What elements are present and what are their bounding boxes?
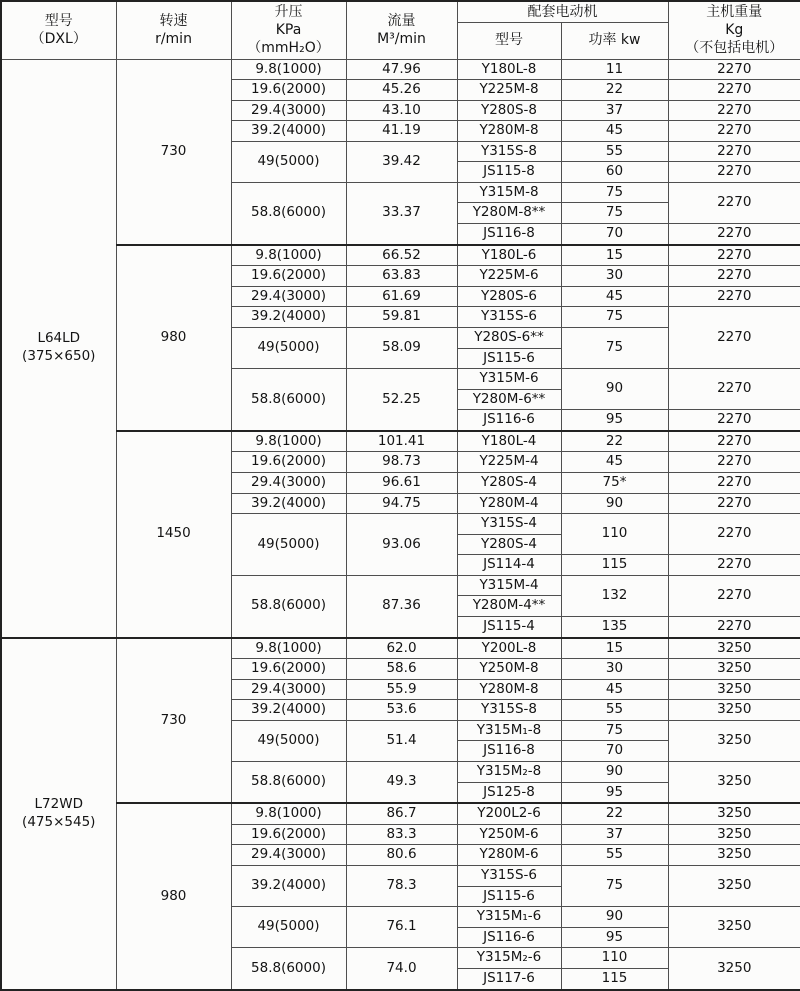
flow-cell: 55.9 bbox=[346, 679, 457, 700]
table-header bbox=[1, 1, 800, 59]
power-cell: 55 bbox=[561, 845, 668, 866]
power-cell: 75 bbox=[561, 307, 668, 328]
weight-cell: 3250 bbox=[668, 720, 800, 761]
flow-cell: 47.96 bbox=[346, 59, 457, 80]
pressure-cell: 39.2(4000) bbox=[231, 121, 346, 142]
flow-cell: 86.7 bbox=[346, 803, 457, 824]
pressure-cell: 49(5000) bbox=[231, 327, 346, 368]
motor-cell: JS117-6 bbox=[457, 968, 561, 990]
weight-cell: 2270 bbox=[668, 555, 800, 576]
power-cell: 90 bbox=[561, 907, 668, 928]
pressure-cell: 29.4(3000) bbox=[231, 845, 346, 866]
flow-cell: 76.1 bbox=[346, 907, 457, 948]
header-pressure-line3: （mmH₂O） bbox=[247, 40, 330, 57]
header-pressure-line1: 升压 bbox=[274, 3, 303, 20]
motor-cell: Y280M-8 bbox=[457, 679, 561, 700]
pressure-cell: 19.6(2000) bbox=[231, 452, 346, 473]
pressure-cell: 39.2(4000) bbox=[231, 700, 346, 721]
flow-cell: 63.83 bbox=[346, 266, 457, 287]
weight-cell: 2270 bbox=[668, 224, 800, 245]
power-cell: 75* bbox=[561, 473, 668, 494]
power-cell: 75 bbox=[561, 203, 668, 224]
pressure-cell: 29.4(3000) bbox=[231, 100, 346, 121]
weight-cell: 3250 bbox=[668, 679, 800, 700]
motor-cell: Y280S-6 bbox=[457, 286, 561, 307]
motor-cell: Y200L2-6 bbox=[457, 803, 561, 824]
table-row bbox=[1, 431, 800, 452]
pressure-cell: 58.8(6000) bbox=[231, 762, 346, 804]
power-cell: 37 bbox=[561, 100, 668, 121]
weight-cell: 2270 bbox=[668, 182, 800, 223]
motor-cell: Y250M-6 bbox=[457, 824, 561, 845]
model-cell: L64LD (375×650) bbox=[1, 59, 116, 638]
weight-cell: 2270 bbox=[668, 266, 800, 287]
weight-cell: 2270 bbox=[668, 100, 800, 121]
header-speed-line2: r/min bbox=[155, 31, 192, 48]
table-body bbox=[1, 59, 800, 990]
power-cell: 55 bbox=[561, 700, 668, 721]
power-cell: 30 bbox=[561, 659, 668, 680]
flow-cell: 94.75 bbox=[346, 493, 457, 514]
header-model-line1: 型号 bbox=[44, 13, 73, 30]
flow-cell: 66.52 bbox=[346, 245, 457, 266]
motor-cell: Y315M-8 bbox=[457, 182, 561, 203]
pressure-cell: 58.8(6000) bbox=[231, 182, 346, 244]
weight-cell: 2270 bbox=[668, 162, 800, 183]
power-cell: 45 bbox=[561, 452, 668, 473]
pressure-cell: 39.2(4000) bbox=[231, 493, 346, 514]
weight-cell: 2270 bbox=[668, 121, 800, 142]
flow-cell: 61.69 bbox=[346, 286, 457, 307]
motor-cell: Y315M₁-6 bbox=[457, 907, 561, 928]
header-speed bbox=[116, 1, 231, 59]
speed-cell: 730 bbox=[116, 638, 231, 804]
motor-cell: Y225M-8 bbox=[457, 80, 561, 101]
motor-cell: Y315S-6 bbox=[457, 307, 561, 328]
weight-cell: 2270 bbox=[668, 245, 800, 266]
weight-cell: 2270 bbox=[668, 307, 800, 369]
motor-cell: Y225M-6 bbox=[457, 266, 561, 287]
weight-cell: 2270 bbox=[668, 59, 800, 80]
motor-cell: JS115-8 bbox=[457, 162, 561, 183]
speed-cell: 1450 bbox=[116, 431, 231, 638]
pressure-cell: 39.2(4000) bbox=[231, 865, 346, 906]
header-motor-power: 功率 kw bbox=[561, 22, 668, 59]
flow-cell: 74.0 bbox=[346, 948, 457, 990]
motor-cell: Y225M-4 bbox=[457, 452, 561, 473]
weight-cell: 3250 bbox=[668, 845, 800, 866]
pressure-cell: 29.4(3000) bbox=[231, 473, 346, 494]
motor-cell: Y315M₁-8 bbox=[457, 720, 561, 741]
pressure-cell: 19.6(2000) bbox=[231, 659, 346, 680]
motor-cell: Y280S-4 bbox=[457, 534, 561, 555]
flow-cell: 78.3 bbox=[346, 865, 457, 906]
weight-cell: 2270 bbox=[668, 431, 800, 452]
motor-cell: Y280S-8 bbox=[457, 100, 561, 121]
header-weight bbox=[668, 1, 800, 59]
header-model-line2: （DXL） bbox=[30, 31, 87, 48]
power-cell: 135 bbox=[561, 616, 668, 637]
flow-cell: 101.41 bbox=[346, 431, 457, 452]
power-cell: 110 bbox=[561, 514, 668, 555]
power-cell: 15 bbox=[561, 245, 668, 266]
header-flow bbox=[346, 1, 457, 59]
header-model bbox=[1, 1, 116, 59]
motor-cell: Y180L-8 bbox=[457, 59, 561, 80]
flow-cell: 51.4 bbox=[346, 720, 457, 761]
weight-cell: 3250 bbox=[668, 762, 800, 804]
motor-cell: JS116-6 bbox=[457, 927, 561, 948]
pressure-cell: 9.8(1000) bbox=[231, 59, 346, 80]
header-pressure-line2: KPa bbox=[275, 22, 302, 39]
motor-cell: Y280M-4** bbox=[457, 596, 561, 617]
motor-cell: Y315M-6 bbox=[457, 369, 561, 390]
speed-cell: 980 bbox=[116, 245, 231, 431]
power-cell: 115 bbox=[561, 555, 668, 576]
header-flow-line2: M³/min bbox=[377, 31, 426, 48]
pressure-cell: 49(5000) bbox=[231, 907, 346, 948]
motor-cell: JS125-8 bbox=[457, 782, 561, 803]
power-cell: 90 bbox=[561, 762, 668, 783]
flow-cell: 80.6 bbox=[346, 845, 457, 866]
motor-cell: JS116-6 bbox=[457, 410, 561, 431]
power-cell: 55 bbox=[561, 141, 668, 162]
power-cell: 90 bbox=[561, 369, 668, 410]
header-pressure bbox=[231, 1, 346, 59]
motor-cell: JS114-4 bbox=[457, 555, 561, 576]
motor-cell: Y280M-6 bbox=[457, 845, 561, 866]
pressure-cell: 29.4(3000) bbox=[231, 679, 346, 700]
flow-cell: 96.61 bbox=[346, 473, 457, 494]
power-cell: 15 bbox=[561, 638, 668, 659]
pressure-cell: 19.6(2000) bbox=[231, 824, 346, 845]
weight-cell: 3250 bbox=[668, 865, 800, 906]
flow-cell: 83.3 bbox=[346, 824, 457, 845]
power-cell: 37 bbox=[561, 824, 668, 845]
pressure-cell: 49(5000) bbox=[231, 514, 346, 576]
pressure-cell: 29.4(3000) bbox=[231, 286, 346, 307]
power-cell: 75 bbox=[561, 327, 668, 368]
flow-cell: 53.6 bbox=[346, 700, 457, 721]
weight-cell: 2270 bbox=[668, 410, 800, 431]
weight-cell: 2270 bbox=[668, 369, 800, 410]
motor-cell: Y280M-4 bbox=[457, 493, 561, 514]
motor-cell: Y180L-6 bbox=[457, 245, 561, 266]
pressure-cell: 49(5000) bbox=[231, 141, 346, 182]
weight-cell: 2270 bbox=[668, 616, 800, 637]
power-cell: 90 bbox=[561, 493, 668, 514]
weight-cell: 2270 bbox=[668, 493, 800, 514]
header-speed-line1: 转速 bbox=[159, 13, 188, 30]
table-row bbox=[1, 59, 800, 80]
motor-cell: Y315S-6 bbox=[457, 865, 561, 886]
weight-cell: 2270 bbox=[668, 141, 800, 162]
motor-cell: JS116-8 bbox=[457, 224, 561, 245]
model-cell: L72WD (475×545) bbox=[1, 638, 116, 990]
power-cell: 70 bbox=[561, 224, 668, 245]
speed-cell: 980 bbox=[116, 803, 231, 990]
header-motor-model: 型号 bbox=[457, 22, 561, 59]
power-cell: 75 bbox=[561, 865, 668, 906]
header-weight-line2: Kg bbox=[725, 22, 744, 39]
power-cell: 45 bbox=[561, 286, 668, 307]
table-row bbox=[1, 638, 800, 659]
power-cell: 132 bbox=[561, 575, 668, 616]
weight-cell: 2270 bbox=[668, 80, 800, 101]
pressure-cell: 19.6(2000) bbox=[231, 266, 346, 287]
weight-cell: 3250 bbox=[668, 700, 800, 721]
pressure-cell: 9.8(1000) bbox=[231, 638, 346, 659]
power-cell: 75 bbox=[561, 182, 668, 203]
motor-cell: JS115-6 bbox=[457, 348, 561, 369]
flow-cell: 45.26 bbox=[346, 80, 457, 101]
motor-cell: Y315M₂-8 bbox=[457, 762, 561, 783]
motor-cell: Y315M₂-6 bbox=[457, 948, 561, 969]
motor-cell: Y250M-8 bbox=[457, 659, 561, 680]
motor-cell: Y280M-6** bbox=[457, 389, 561, 410]
power-cell: 95 bbox=[561, 410, 668, 431]
power-cell: 95 bbox=[561, 927, 668, 948]
motor-cell: Y280M-8** bbox=[457, 203, 561, 224]
flow-cell: 58.6 bbox=[346, 659, 457, 680]
pressure-cell: 58.8(6000) bbox=[231, 575, 346, 637]
header-weight-line1: 主机重量 bbox=[706, 3, 763, 20]
power-cell: 110 bbox=[561, 948, 668, 969]
table-row bbox=[1, 803, 800, 824]
motor-cell: Y280S-4 bbox=[457, 473, 561, 494]
pressure-cell: 39.2(4000) bbox=[231, 307, 346, 328]
flow-cell: 33.37 bbox=[346, 182, 457, 244]
flow-cell: 59.81 bbox=[346, 307, 457, 328]
motor-cell: JS116-8 bbox=[457, 741, 561, 762]
weight-cell: 2270 bbox=[668, 286, 800, 307]
power-cell: 95 bbox=[561, 782, 668, 803]
pressure-cell: 19.6(2000) bbox=[231, 80, 346, 101]
speed-cell: 730 bbox=[116, 59, 231, 245]
power-cell: 70 bbox=[561, 741, 668, 762]
motor-cell: Y180L-4 bbox=[457, 431, 561, 452]
weight-cell: 3250 bbox=[668, 948, 800, 990]
pressure-cell: 49(5000) bbox=[231, 720, 346, 761]
pressure-cell: 9.8(1000) bbox=[231, 431, 346, 452]
motor-cell: Y315S-8 bbox=[457, 141, 561, 162]
weight-cell: 2270 bbox=[668, 514, 800, 555]
power-cell: 22 bbox=[561, 80, 668, 101]
flow-cell: 52.25 bbox=[346, 369, 457, 431]
flow-cell: 39.42 bbox=[346, 141, 457, 182]
motor-cell: Y315M-4 bbox=[457, 575, 561, 596]
weight-cell: 3250 bbox=[668, 638, 800, 659]
weight-cell: 3250 bbox=[668, 659, 800, 680]
flow-cell: 93.06 bbox=[346, 514, 457, 576]
flow-cell: 49.3 bbox=[346, 762, 457, 804]
flow-cell: 98.73 bbox=[346, 452, 457, 473]
motor-cell: Y280M-8 bbox=[457, 121, 561, 142]
motor-cell: Y315S-8 bbox=[457, 700, 561, 721]
flow-cell: 62.0 bbox=[346, 638, 457, 659]
power-cell: 115 bbox=[561, 968, 668, 990]
pressure-cell: 58.8(6000) bbox=[231, 948, 346, 990]
weight-cell: 2270 bbox=[668, 452, 800, 473]
weight-cell: 3250 bbox=[668, 803, 800, 824]
power-cell: 45 bbox=[561, 121, 668, 142]
power-cell: 22 bbox=[561, 803, 668, 824]
pressure-cell: 9.8(1000) bbox=[231, 803, 346, 824]
motor-cell: Y280S-6** bbox=[457, 327, 561, 348]
header-motor-group: 配套电动机 bbox=[457, 1, 668, 22]
flow-cell: 58.09 bbox=[346, 327, 457, 368]
power-cell: 22 bbox=[561, 431, 668, 452]
motor-cell: JS115-4 bbox=[457, 616, 561, 637]
weight-cell: 3250 bbox=[668, 907, 800, 948]
weight-cell: 3250 bbox=[668, 824, 800, 845]
pressure-cell: 58.8(6000) bbox=[231, 369, 346, 431]
motor-cell: Y200L-8 bbox=[457, 638, 561, 659]
header-weight-line3: （不包括电机） bbox=[685, 40, 784, 57]
power-cell: 30 bbox=[561, 266, 668, 287]
table-row bbox=[1, 245, 800, 266]
flow-cell: 87.36 bbox=[346, 575, 457, 637]
weight-cell: 2270 bbox=[668, 473, 800, 494]
power-cell: 11 bbox=[561, 59, 668, 80]
flow-cell: 41.19 bbox=[346, 121, 457, 142]
power-cell: 60 bbox=[561, 162, 668, 183]
power-cell: 75 bbox=[561, 720, 668, 741]
motor-cell: Y315S-4 bbox=[457, 514, 561, 535]
weight-cell: 2270 bbox=[668, 575, 800, 616]
motor-cell: JS115-6 bbox=[457, 886, 561, 907]
power-cell: 45 bbox=[561, 679, 668, 700]
header-flow-line1: 流量 bbox=[387, 13, 416, 30]
flow-cell: 43.10 bbox=[346, 100, 457, 121]
pressure-cell: 9.8(1000) bbox=[231, 245, 346, 266]
